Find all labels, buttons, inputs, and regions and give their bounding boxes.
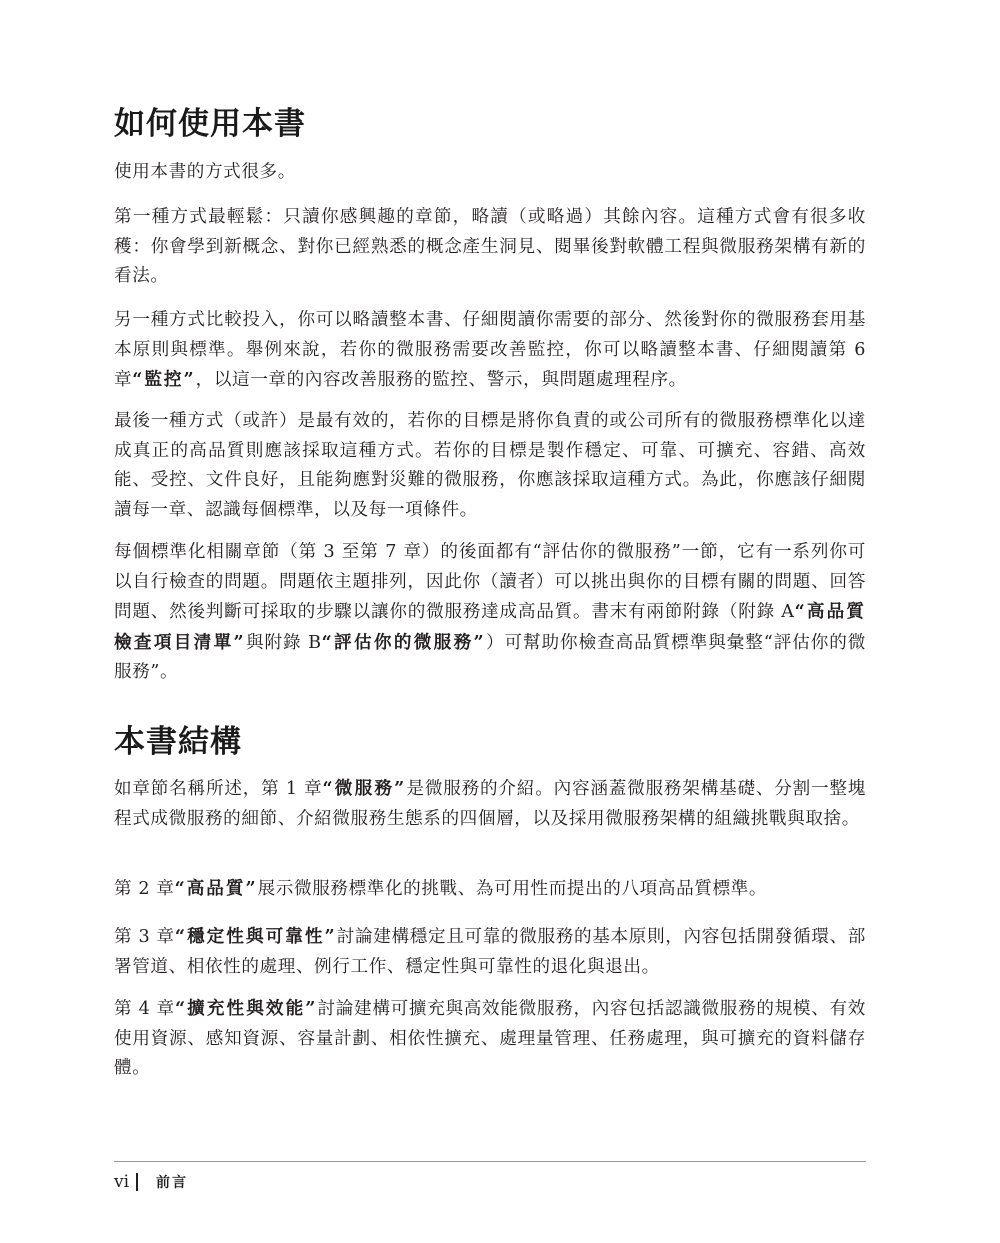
paragraph: [114, 203, 866, 292]
chapter-reference: “高品質”: [174, 878, 258, 899]
paragraph-text: 最後一種方式（或許）是最有效的，若你的目標是將你負責的或公司所有的微服務標準化以達成真正的高品質則應該採取這種方式。若你的目標是製作穩定、可靠、可擴充、容錯、高效能、受控、文件良好，且能夠應對災難的微服務，你應該採取這種方式。為此，你應該仔細閱讀每一章、認識每個標準，以及每一項條件。: [114, 411, 866, 520]
chapter-reference: “擴充性與效能”: [174, 998, 318, 1019]
paragraph: [114, 306, 866, 396]
paragraph: [114, 874, 866, 905]
paragraph-text: 第 3 章: [114, 927, 175, 947]
section-heading-structure: 本書結構: [114, 724, 242, 760]
paragraph-text: ）可幫助你檢查高品質標準與彙整“評估你的微服務”。: [114, 632, 866, 682]
paragraph-text: 討論建構穩定且可靠的微服務的基本原則，內容包括開發循環、部署管道、相依性的處理、例行工作、穩定性與可靠性的退化與退出。: [114, 927, 867, 977]
paragraph-text: 與附錄 B: [245, 632, 322, 653]
running-chapter-title: 前言: [156, 1175, 189, 1191]
page-footer: [114, 1170, 188, 1194]
section-heading-usage: 如何使用本書: [114, 106, 306, 142]
paragraph: [114, 774, 866, 834]
paragraph-text: 如章節名稱所述，第 1 章: [114, 779, 323, 799]
chapter-reference: “微服務”: [322, 778, 407, 799]
paragraph-text: 第 2 章: [114, 879, 175, 899]
page-number: vi: [114, 1172, 130, 1192]
paragraph: [114, 994, 866, 1084]
paragraph-text: 討論建構可擴充與高效能微服務，內容包括認識微服務的規模、有效使用資源、感知資源、容量計劃、相依性擴充、處理量管理、任務處理，與可擴充的資料儲存體。: [114, 999, 866, 1078]
paragraph-text: 第 4 章: [114, 999, 175, 1019]
footer-separator: [136, 1173, 138, 1191]
chapter-reference: “監控”: [132, 369, 196, 390]
paragraph-text: ，以這一章的內容改善服務的監控、警示，與問題處理程序。: [195, 370, 687, 390]
paragraph: [114, 407, 866, 525]
chapter-reference: “穩定性與可靠性”: [174, 926, 337, 947]
paragraph-text: 每個標準化相關章節（第 3 至第 7 章）的後面都有“評估你的微服務”一節，它有一系列你可以自行檢查的問題。問題依主題排列，因此你（讀者）可以挑出與你的目標有關的問題、回答問題、然後判斷可採取的步驟以讓你的微服務達成高品質。書末有兩節附錄（附錄 A: [114, 542, 866, 622]
paragraph-text: 展示微服務標準化的挑戰、為可用性而提出的八項高品質標準。: [257, 879, 768, 899]
paragraph-text: 使用本書的方式很多。: [114, 162, 296, 182]
paragraph-text: 另一種方式比較投入，你可以略讀整本書、仔細閱讀你需要的部分、然後對你的微服務套用基本原則與標準。舉例來說，若你的微服務需要改善監控，你可以略讀整本書、仔細閱讀第 6 章: [114, 310, 866, 390]
footer-divider: [114, 1161, 866, 1162]
appendix-reference: “高品質檢查項目清單”: [114, 601, 866, 653]
paragraph: [114, 158, 866, 188]
paragraph-text: 是微服務的介紹。內容涵蓋微服務架構基礎、分割一整塊程式成微服務的細節、介紹微服務生態系的四個層，以及採用微服務架構的組織挑戰與取捨。: [114, 779, 866, 829]
paragraph: [114, 922, 866, 982]
paragraph: [114, 538, 866, 688]
paragraph-text: 第一種方式最輕鬆：只讀你感興趣的章節，略讀（或略過）其餘內容。這種方式會有很多收穫：你會學到新概念、對你已經熟悉的概念產生洞見、閱畢後對軟體工程與微服務架構有新的看法。: [114, 207, 866, 286]
appendix-reference: “評估你的微服務”: [321, 631, 486, 653]
